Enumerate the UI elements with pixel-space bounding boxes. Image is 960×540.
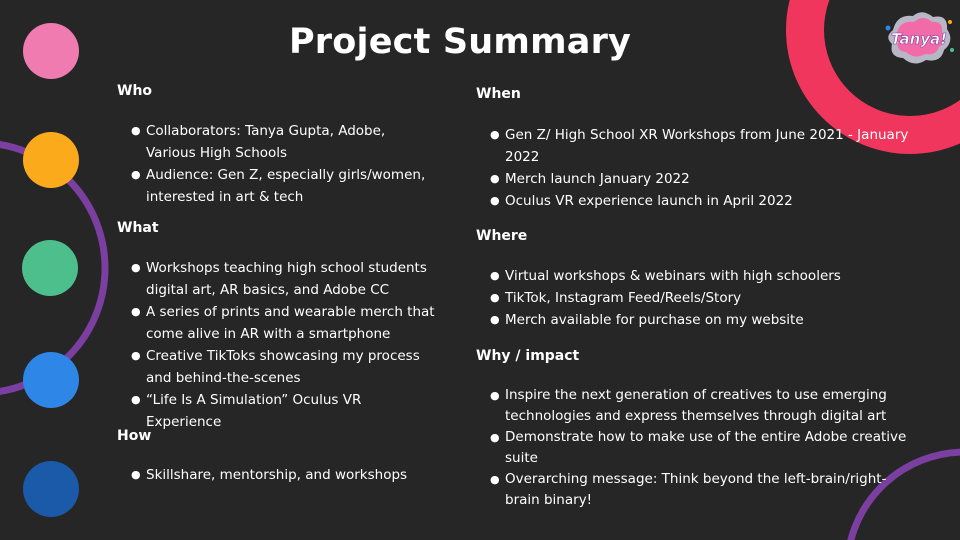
list-item: ● Overarching message: Think beyond the left-brain/right-brain binary! xyxy=(490,469,916,511)
section-heading: What xyxy=(117,220,159,236)
blue-circle xyxy=(23,352,79,408)
list-item: ● Collaborators: Tanya Gupta, Adobe, Various High Schools xyxy=(131,120,437,164)
list-item: ● Audience: Gen Z, especially girls/women, interested in art & tech xyxy=(131,164,437,208)
list-item: ● Merch available for purchase on my website xyxy=(490,309,916,331)
list-item: ● TikTok, Instagram Feed/Reels/Story xyxy=(490,287,916,309)
section-heading: Why / impact xyxy=(476,348,580,364)
list-item: ● Virtual workshops & webinars with high schoolers xyxy=(490,265,916,287)
list-item: ● Inspire the next generation of creatives to use emerging technologies and express themselves through digital art xyxy=(490,385,916,427)
svg-text:Tanya!: Tanya! xyxy=(891,30,947,48)
bullet-list xyxy=(490,385,916,511)
list-item: ● Gen Z/ High School XR Workshops from June 2021 - January 2022 xyxy=(490,124,916,168)
section-heading: How xyxy=(117,428,152,444)
section-heading: When xyxy=(476,86,521,102)
list-item: ● Creative TikToks showcasing my process and behind-the-scenes xyxy=(131,345,437,389)
orange-circle xyxy=(23,132,79,188)
section-what xyxy=(117,220,437,433)
section-who xyxy=(117,83,437,208)
bullet-list xyxy=(131,120,437,208)
section-heading: Who xyxy=(117,83,153,99)
list-item: ● Oculus VR experience launch in April 2022 xyxy=(490,190,916,212)
list-item: ● Merch launch January 2022 xyxy=(490,168,916,190)
section-why-impact xyxy=(476,348,916,511)
bullet-list xyxy=(131,257,437,433)
navy-circle xyxy=(23,461,79,517)
section-where xyxy=(476,228,916,331)
section-when xyxy=(476,86,916,212)
section-heading: Where xyxy=(476,228,528,244)
bullet-list xyxy=(131,464,437,486)
list-item: ● Workshops teaching high school students digital art, AR basics, and Adobe CC xyxy=(131,257,437,301)
list-item: ● “Life Is A Simulation” Oculus VR Experience xyxy=(131,389,437,433)
list-item: ● A series of prints and wearable merch that come alive in AR with a smartphone xyxy=(131,301,437,345)
page-title: Project Summary xyxy=(288,22,632,62)
list-item: ● Skillshare, mentorship, and workshops xyxy=(131,464,437,486)
bullet-list xyxy=(490,124,916,212)
section-how xyxy=(117,428,437,486)
bullet-list xyxy=(490,265,916,331)
green-circle xyxy=(22,240,78,296)
list-item: ● Demonstrate how to make use of the entire Adobe creative suite xyxy=(490,427,916,469)
